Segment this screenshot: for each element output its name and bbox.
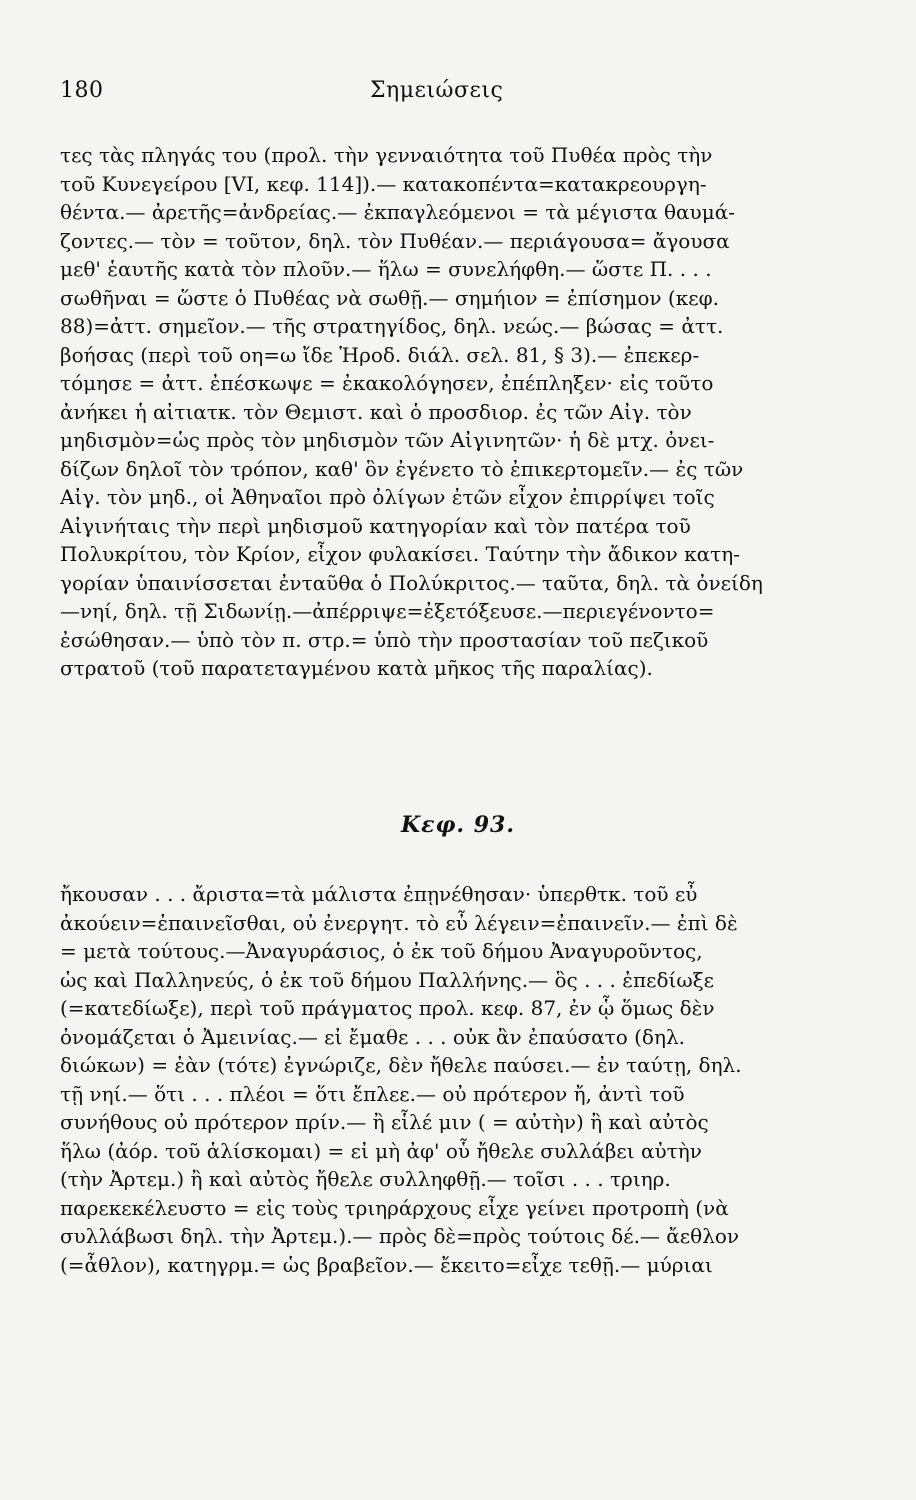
text-line: μεθ' ἑαυτῆς κατὰ τὸν πλοῦν.— ἥλω = συνελήφθη.— ὥστε Π. . . .	[60, 257, 712, 281]
text-line: τες τὰς πληγάς του (προλ. τὴν γενναιότητα τοῦ Πυθέα πρὸς τὴν	[60, 143, 713, 167]
text-line: σωθῆναι = ὥστε ὁ Πυθέας νὰ σωθῇ.— σημήιον = ἐπίσημον (κεφ.	[60, 285, 719, 310]
text-line: Αἰγινήταις τὴν περὶ μηδισμοῦ κατηγορίαν καὶ τὸν πατέρα τοῦ	[60, 513, 691, 538]
text-line: ὀνομάζεται ὁ Ἀμεινίας.— εἰ ἔμαθε . . . οὐκ ἂν ἐπαύσατο (δηλ.	[60, 1024, 685, 1049]
page-number: 180	[60, 78, 104, 103]
text-line: 88)=ἀττ. σημεῖον.— τῆς στρατηγίδος, δηλ. νεώς.— βώσας = ἀττ.	[60, 314, 724, 338]
text-line: συνήθους οὐ πρότερον πρίν.— ἢ εἷλέ μιν ( = αὐτὴν) ἢ καὶ αὐτὸς	[60, 1110, 709, 1134]
text-line: ἐσώθησαν.— ὑπὸ τὸν π. στρ.= ὑπὸ τὴν προστασίαν τοῦ πεζικοῦ	[60, 627, 709, 652]
text-line: γορίαν ὑπαινίσσεται ἐνταῦθα ὁ Πολύκριτος.— ταῦτα, δηλ. τὰ ὀνείδη	[60, 570, 763, 595]
text-line: βοήσας (περὶ τοῦ οη=ω ἴδε Ἡροδ. διάλ. σελ. 81, § 3).— ἐπεκερ-	[60, 342, 700, 367]
text-line: ἀκούειν=ἐπαινεῖσθαι, οὐ ἐνεργητ. τὸ εὖ λέγειν=ἐπαινεῖν.— ἐπὶ δὲ	[60, 910, 738, 935]
text-line: Αἰγ. τὸν μηδ., οἱ Ἀθηναῖοι πρὸ ὀλίγων ἐτῶν εἶχον ἐπιρρίψει τοῖς	[60, 485, 715, 509]
page-header	[60, 78, 856, 114]
text-line: διώκων) = ἐὰν (τότε) ἐγνώριζε, δὲν ἤθελε παύσει.— ἐν ταύτῃ, δηλ.	[60, 1053, 742, 1077]
running-title: Σημειώσεις	[370, 78, 504, 103]
notes-block-chapter-92	[60, 141, 858, 683]
text-line: ζοντες.— τὸν = τοῦτον, δηλ. τὸν Πυθέαν.— περιάγουσα= ἄγουσα	[60, 228, 730, 253]
text-line: (τὴν Ἀρτεμ.) ἢ καὶ αὐτὸς ἤθελε συλληφθῇ.— τοῖσι . . . τριηρ.	[60, 1167, 671, 1191]
text-line: ὡς καὶ Παλληνεύς, ὁ ἐκ τοῦ δήμου Παλλήνης.— ὃς . . . ἐπεδίωξε	[60, 967, 715, 992]
notes-block-chapter-93	[60, 880, 858, 1279]
text-line: συλλάβωσι δηλ. τὴν Ἀρτεμ.).— πρὸς δὲ=πρὸς τούτοις δέ.— ἄεθλον	[60, 1224, 740, 1248]
text-line: (=ἆθλον), κατηγρμ.= ὡς βραβεῖον.— ἔκειτο=εἶχε τεθῇ.— μύριαι	[60, 1252, 713, 1277]
text-line: στρατοῦ (τοῦ παρατεταγμένου κατὰ μῆκος τῆς παραλίας).	[60, 656, 653, 680]
text-line: ἥλω (ἀόρ. τοῦ ἁλίσκομαι) = εἰ μὴ ἀφ' οὗ ἤθελε συλλάβει αὐτὴν	[60, 1138, 702, 1163]
text-line: = μετὰ τούτους.—Ἀναγυράσιος, ὁ ἐκ τοῦ δήμου Ἀναγυροῦντος,	[60, 939, 703, 963]
text-line: ἤκουσαν . . . ἄριστα=τὰ μάλιστα ἐπῃνέθησαν· ὑπερθτκ. τοῦ εὖ	[60, 882, 698, 906]
text-line: —νηί, δηλ. τῇ Σιδωνίῃ.—ἀπέρριψε=ἐξετόξευσε.—περιεγένοντο=	[60, 599, 715, 623]
text-line: δίζων δηλοῖ τὸν τρόπον, καθ' ὃν ἐγένετο τὸ ἐπικερτομεῖν.— ἐς τῶν	[60, 456, 744, 481]
text-line: (=κατεδίωξε), περὶ τοῦ πράγματος προλ. κεφ. 87, ἐν ᾧ ὅμως δὲν	[60, 996, 715, 1020]
text-line: μηδισμὸν=ὡς πρὸς τὸν μηδισμὸν τῶν Αἰγινητῶν· ἡ δὲ μτχ. ὀνει-	[60, 428, 715, 452]
text-line: Πολυκρίτου, τὸν Κρίον, εἶχον φυλακίσει. Ταύτην τὴν ἄδικον κατη-	[60, 542, 740, 566]
text-line: τῇ νηί.— ὅτι . . . πλέοι = ὅτι ἔπλεε.— οὐ πρότερον ἤ, ἀντὶ τοῦ	[60, 1081, 685, 1106]
text-line: ἀνήκει ἡ αἰτιατκ. τὸν Θεμιστ. καὶ ὁ προσδιορ. ἐς τῶν Αἰγ. τὸν	[60, 399, 692, 424]
text-line: θέντα.— ἀρετῆς=ἀνδρείας.— ἐκπαγλεόμενοι = τὰ μέγιστα θαυμά-	[60, 200, 735, 224]
text-line: τόμησε = ἀττ. ἐπέσκωψε = ἐκακολόγησεν, ἐπέπληξεν· εἰς τοῦτο	[60, 371, 714, 395]
text-line: τοῦ Κυνεγείρου [VI, κεφ. 114]).— κατακοπέντα=κατακρεουργη-	[60, 171, 707, 196]
text-line: παρεκεκέλευστο = εἰς τοὺς τριηράρχους εἶχε γείνει προτροπὴ (νὰ	[60, 1195, 729, 1220]
chapter-heading: Κεφ. 93.	[401, 812, 515, 838]
